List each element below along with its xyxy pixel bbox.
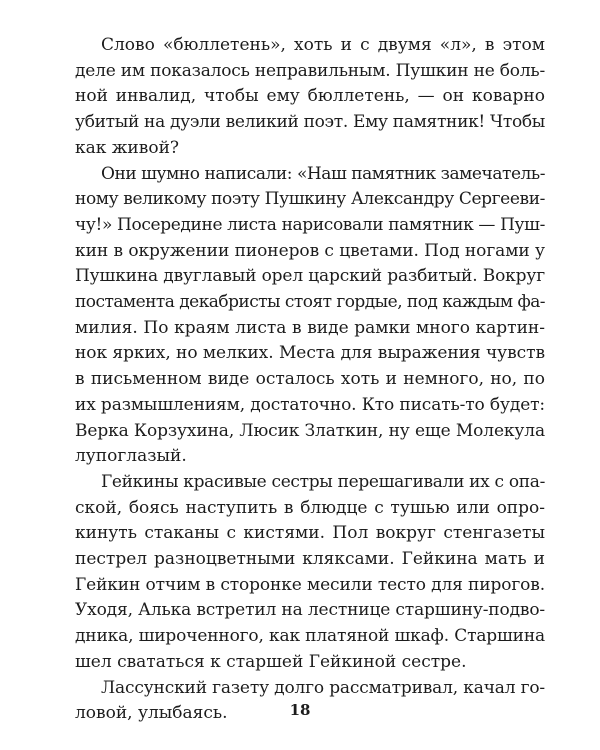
text-line: кин в окружении пионеров с цветами. Под ногами у — [75, 240, 545, 261]
text-line: Пушкина двуглавый орел царский разбитый. Вокруг — [75, 266, 545, 287]
text-line: ловой, улыбаясь. — [75, 703, 228, 724]
text-line: ному великому поэту Пушкину Александру Сергееви- — [75, 189, 546, 210]
text-line: Они шумно написали: «Наш памятник замечатель- — [101, 163, 545, 184]
text-line: пестрел разноцветными кляксами. Гейкина мать и — [75, 549, 545, 570]
text-line: чу!» Посередине листа нарисовали памятник — Пуш- — [75, 214, 545, 235]
text-line: лупоглазый. — [75, 446, 187, 467]
paragraph-2 — [75, 162, 545, 470]
text-line: ной инвалид, чтобы ему бюллетень, — он коварно — [75, 86, 545, 107]
text-line: нок ярких, но мелких. Места для выражения чувств — [75, 343, 545, 364]
text-line: постамента декабристы стоят гордые, под каждым фа- — [75, 292, 546, 313]
body-text — [75, 33, 545, 727]
text-line: убитый на дуэли великий поэт. Ему памятник! Чтобы — [75, 112, 545, 133]
text-line: Уходя, Алька встретил на лестнице старшину-подво- — [75, 600, 546, 621]
text-line: ской, боясь наступить в блюдце с тушью или опро- — [75, 497, 545, 518]
text-line: деле им показалось неправильным. Пушкин не боль- — [75, 60, 546, 81]
paragraph-3 — [75, 470, 545, 676]
text-line: милия. По краям листа в виде рамки много картин- — [75, 317, 545, 338]
text-line: Гейкин отчим в сторонке месили тесто для пирогов. — [75, 574, 546, 595]
text-line: Верка Корзухина, Люсик Златкин, ну еще Молекула — [75, 420, 546, 441]
text-line: кинуть стаканы с кистями. Пол вокруг стенгазеты — [75, 523, 545, 544]
text-line: в письменном виде осталось хоть и немного, но, по — [75, 369, 545, 390]
text-line: Слово «бюллетень», хоть и с двумя «л», в этом — [101, 35, 545, 55]
text-line: их размышлениям, достаточно. Кто писать-то будет: — [75, 394, 546, 415]
page-number: 18 — [289, 701, 311, 719]
text-line: дника, широченного, как платяной шкаф. Старшина — [75, 626, 546, 647]
text-line: шел свататься к старшей Гейкиной сестре. — [75, 651, 467, 672]
text-line: Лассунский газету долго рассматривал, качал го- — [101, 677, 546, 698]
text-line: Гейкины красивые сестры перешагивали их с опа- — [101, 471, 545, 492]
paragraph-1 — [75, 33, 545, 162]
text-line: как живой? — [75, 137, 180, 158]
